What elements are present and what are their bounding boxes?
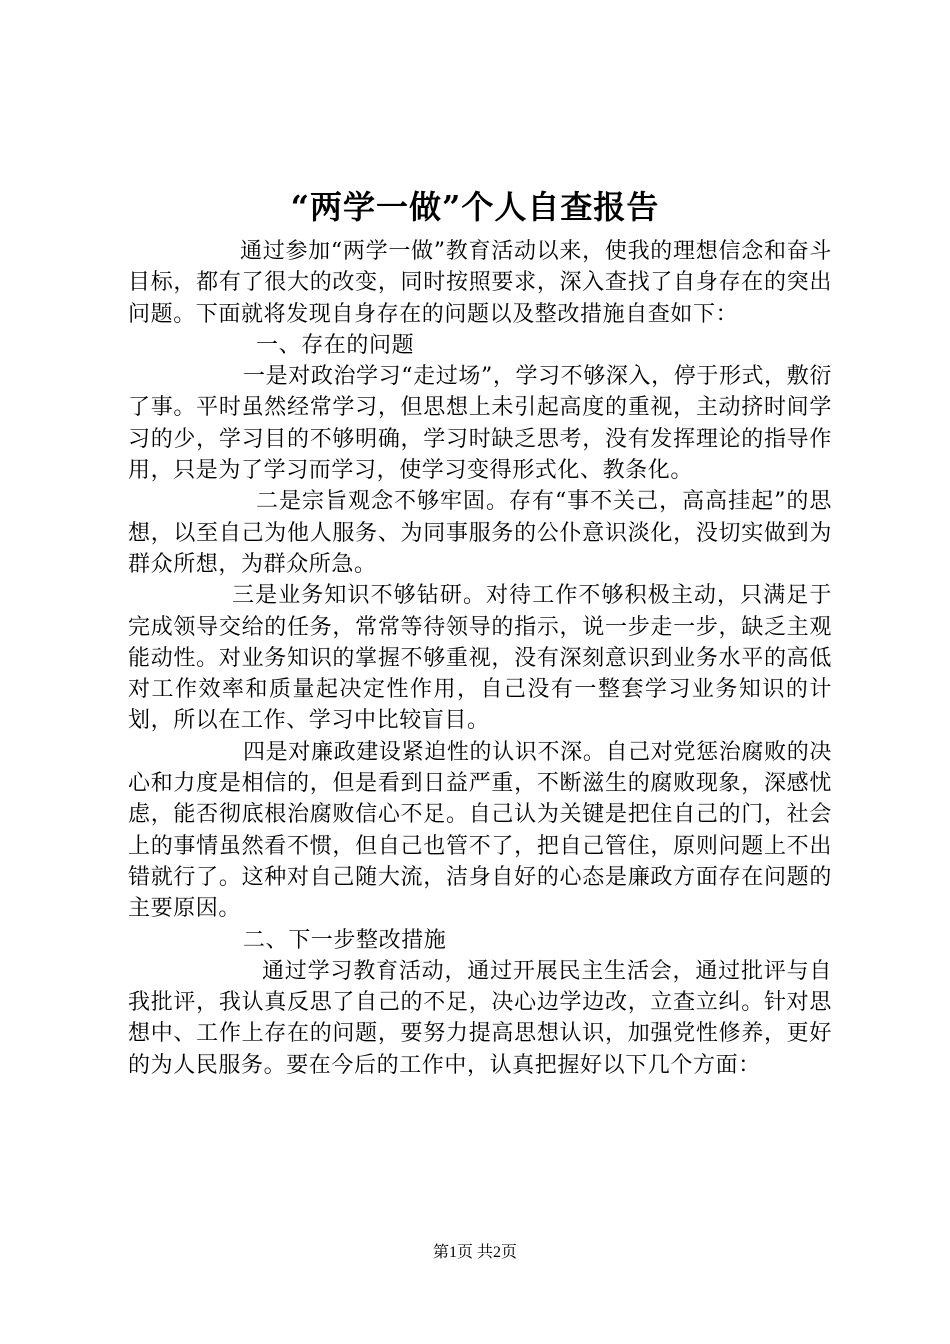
paragraph-measures: 通过学习教育活动，通过开展民主生活会，通过批评与自我批评，我认真反思了自己的不足，决心边学边改，立查立纠。针对思想中、工作上存在的问题，要努力提高思想认识，加强党性修养，更好的为人民服务。要在今后的工作中，认真把握好以下几个方面： <box>128 958 832 1078</box>
paragraph-problem-4: 四是对廉政建设紧迫性的认识不深。自己对党惩治腐败的决心和力度是相信的，但是看到日益严重，不断滋生的腐败现象，深感忧虑，能否彻底根治腐败信心不足。自己认为关键是把住自己的门，社会上的事情虽然看不惯，但自己也管不了，把自己管住，原则问题上不出错就行了。这种对自己随大流，洁身自好的心态是廉政方面存在问题的主要原因。 <box>128 739 832 922</box>
section-heading-problems: 一、存在的问题 <box>256 332 415 358</box>
section-heading-measures: 二、下一步整改措施 <box>243 927 447 953</box>
page-number-footer: 第1页 共2页 <box>432 1244 517 1261</box>
document-title: “两学一做”个人自查报告 <box>290 188 660 226</box>
paragraph-problem-3: 三是业务知识不够钻研。对待工作不够积极主动，只满足于完成领导交给的任务，常常等待领导的指示，说一步走一步，缺乏主观能动性。对业务知识的掌握不够重视，没有深刻意识到业务水平的高低对工作效率和质量起决定性作用，自己没有一整套学习业务知识的计划，所以在工作、学习中比较盲目。 <box>128 583 832 734</box>
paragraph-problem-2: 二是宗旨观念不够牢固。存有“事不关己，高高挂起”的思想，以至自己为他人服务、为同事服务的公仆意识淡化，没切实做到为群众所想，为群众所急。 <box>128 489 832 577</box>
paragraph-intro: 通过参加“两学一做”教育活动以来，使我的理想信念和奋斗目标，都有了很大的改变，同时按照要求，深入查找了自身存在的突出问题。下面就将发现自身存在的问题以及整改措施自查如下： <box>128 239 832 327</box>
paragraph-problem-1: 一是对政治学习“走过场”，学习不够深入，停于形式，敷衍了事。平时虽然经常学习，但思想上未引起高度的重视，主动挤时间学习的少，学习目的不够明确，学习时缺乏思考，没有发挥理论的指导作用，只是为了学习而学习，使学习变得形式化、教条化。 <box>128 364 832 484</box>
document-body <box>128 236 832 1081</box>
